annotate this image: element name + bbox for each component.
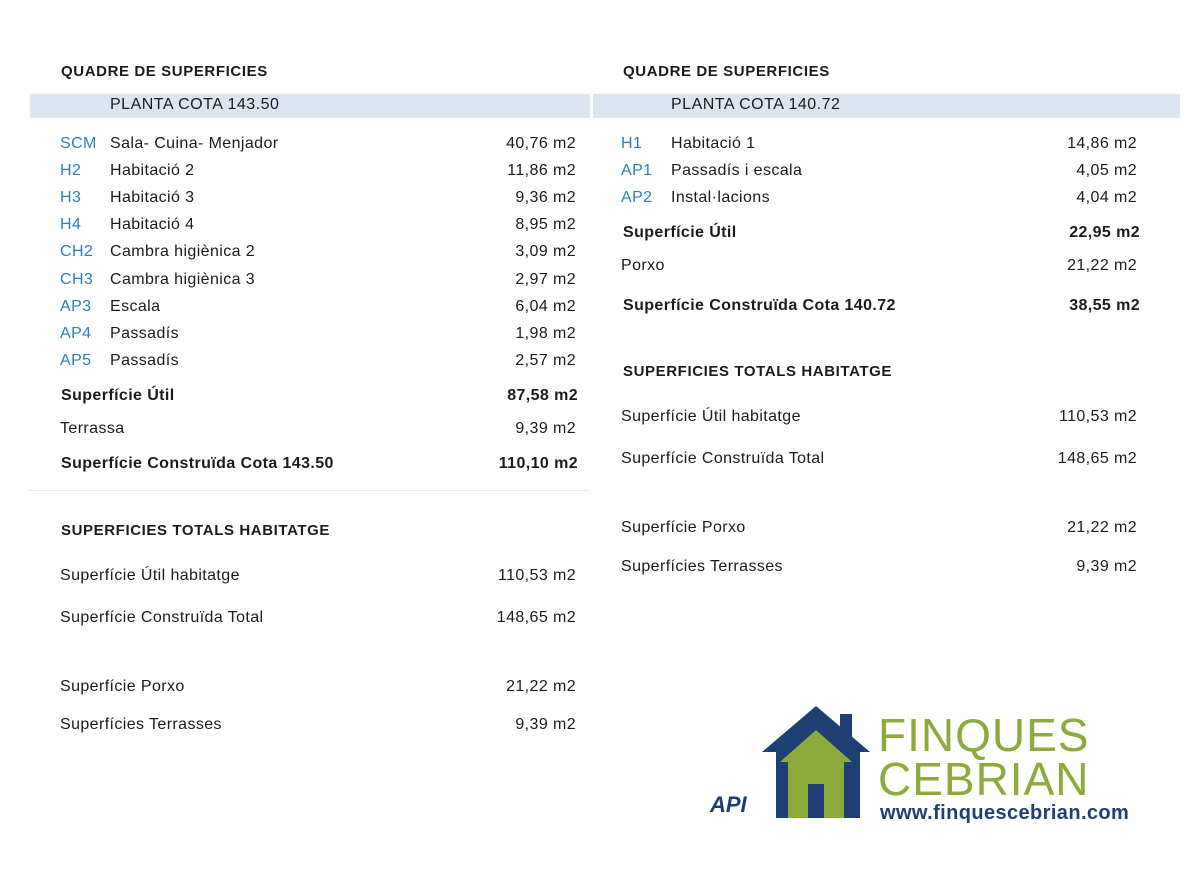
total-value: 148,65 m2 <box>496 609 576 626</box>
total-row <box>60 567 576 591</box>
api-badge: API <box>710 792 747 817</box>
total-value: 21,22 m2 <box>1067 519 1137 536</box>
extra-value: 21,22 m2 <box>1067 257 1137 274</box>
util-label: Superfície Útil <box>623 224 737 241</box>
left-section-title: QUADRE DE SUPERFICIES <box>61 63 268 80</box>
room-area: 9,36 m2 <box>515 189 576 206</box>
total-row <box>60 678 576 702</box>
total-row <box>621 450 1137 474</box>
extra-label: Porxo <box>621 257 665 274</box>
room-name: Passadís <box>110 325 180 342</box>
room-code: CH2 <box>60 243 94 260</box>
total-row <box>621 408 1137 432</box>
left-floor-band <box>30 94 590 118</box>
right-extra-row <box>621 257 1137 281</box>
room-name: Passadís i escala <box>671 162 803 179</box>
room-name: Escala <box>110 298 161 315</box>
total-value: 21,22 m2 <box>506 678 576 695</box>
logo-url: www.finquescebrian.com <box>880 802 1130 824</box>
left-floor-label: PLANTA COTA 143.50 <box>110 96 280 113</box>
total-value: 9,39 m2 <box>1076 558 1137 575</box>
total-label: Superfície Porxo <box>60 678 185 695</box>
logo-word-2: CEBRIAN <box>878 753 1090 805</box>
room-code: H2 <box>60 162 82 179</box>
room-code: H3 <box>60 189 82 206</box>
room-code: SCM <box>60 135 97 152</box>
total-label: Superfície Porxo <box>621 519 746 536</box>
total-value: 148,65 m2 <box>1057 450 1137 467</box>
room-name: Habitació 2 <box>110 162 195 179</box>
extra-value: 9,39 m2 <box>515 420 576 437</box>
total-label: Superfícies Terrasses <box>621 558 783 575</box>
total-row <box>621 519 1137 543</box>
total-label: Superfícies Terrasses <box>60 716 222 733</box>
constructed-value: 110,10 m2 <box>498 455 578 472</box>
room-area: 1,98 m2 <box>515 325 576 342</box>
room-area: 2,57 m2 <box>515 352 576 369</box>
left-constructed-row <box>61 455 578 479</box>
room-area: 4,05 m2 <box>1076 162 1137 179</box>
table-row <box>60 352 576 376</box>
room-code: AP3 <box>60 298 92 315</box>
left-util-row <box>61 387 578 411</box>
constructed-value: 38,55 m2 <box>1069 297 1140 314</box>
room-name: Passadís <box>110 352 180 369</box>
right-constructed-row <box>623 297 1140 321</box>
table-row <box>60 271 576 295</box>
room-area: 4,04 m2 <box>1076 189 1137 206</box>
room-code: AP1 <box>621 162 653 179</box>
room-name: Cambra higiènica 3 <box>110 271 256 288</box>
table-row <box>60 243 576 267</box>
total-value: 110,53 m2 <box>1058 408 1137 425</box>
total-row <box>60 716 576 740</box>
total-label: Superfície Construïda Total <box>60 609 264 626</box>
room-code: H1 <box>621 135 643 152</box>
right-section-title: QUADRE DE SUPERFICIES <box>623 63 830 80</box>
room-name: Habitació 1 <box>671 135 756 152</box>
left-totals-title: SUPERFICIES TOTALS HABITATGE <box>61 522 331 539</box>
room-code: AP2 <box>621 189 653 206</box>
logo-word-1: FINQUES <box>878 709 1090 761</box>
total-value: 9,39 m2 <box>515 716 576 733</box>
table-row <box>60 216 576 240</box>
table-row <box>60 135 576 159</box>
table-row <box>60 298 576 322</box>
divider <box>28 490 590 491</box>
right-totals-title: SUPERFICIES TOTALS HABITATGE <box>623 363 893 380</box>
total-value: 110,53 m2 <box>497 567 576 584</box>
room-name: Instal·lacions <box>671 189 770 206</box>
room-area: 6,04 m2 <box>515 298 576 315</box>
room-code: AP5 <box>60 352 92 369</box>
total-row <box>621 558 1137 582</box>
table-row <box>621 162 1137 186</box>
constructed-label: Superfície Construïda Cota 140.72 <box>623 297 896 314</box>
total-row <box>60 609 576 633</box>
table-row <box>621 135 1137 159</box>
table-row <box>60 162 576 186</box>
constructed-label: Superfície Construïda Cota 143.50 <box>61 455 334 472</box>
util-label: Superfície Útil <box>61 387 175 404</box>
util-value: 22,95 m2 <box>1069 224 1140 241</box>
room-code: CH3 <box>60 271 94 288</box>
right-floor-label: PLANTA COTA 140.72 <box>671 96 841 113</box>
util-value: 87,58 m2 <box>507 387 578 404</box>
right-floor-band <box>593 94 1180 118</box>
total-label: Superfície Construïda Total <box>621 450 825 467</box>
room-area: 3,09 m2 <box>515 243 576 260</box>
room-name: Habitació 3 <box>110 189 195 206</box>
table-row <box>60 325 576 349</box>
room-area: 14,86 m2 <box>1067 135 1137 152</box>
room-code: H4 <box>60 216 82 233</box>
room-area: 40,76 m2 <box>506 135 576 152</box>
table-row <box>621 189 1137 213</box>
total-label: Superfície Útil habitatge <box>60 567 240 584</box>
total-label: Superfície Útil habitatge <box>621 408 801 425</box>
house-icon <box>760 702 872 822</box>
room-area: 8,95 m2 <box>515 216 576 233</box>
table-row <box>60 189 576 213</box>
company-logo <box>710 700 1170 830</box>
extra-label: Terrassa <box>60 420 125 437</box>
room-name: Habitació 4 <box>110 216 195 233</box>
room-name: Sala- Cuina- Menjador <box>110 135 279 152</box>
room-name: Cambra higiènica 2 <box>110 243 256 260</box>
right-util-row <box>623 224 1140 248</box>
room-area: 11,86 m2 <box>507 162 576 179</box>
left-extra-row <box>60 420 576 444</box>
room-code: AP4 <box>60 325 92 342</box>
room-area: 2,97 m2 <box>515 271 576 288</box>
